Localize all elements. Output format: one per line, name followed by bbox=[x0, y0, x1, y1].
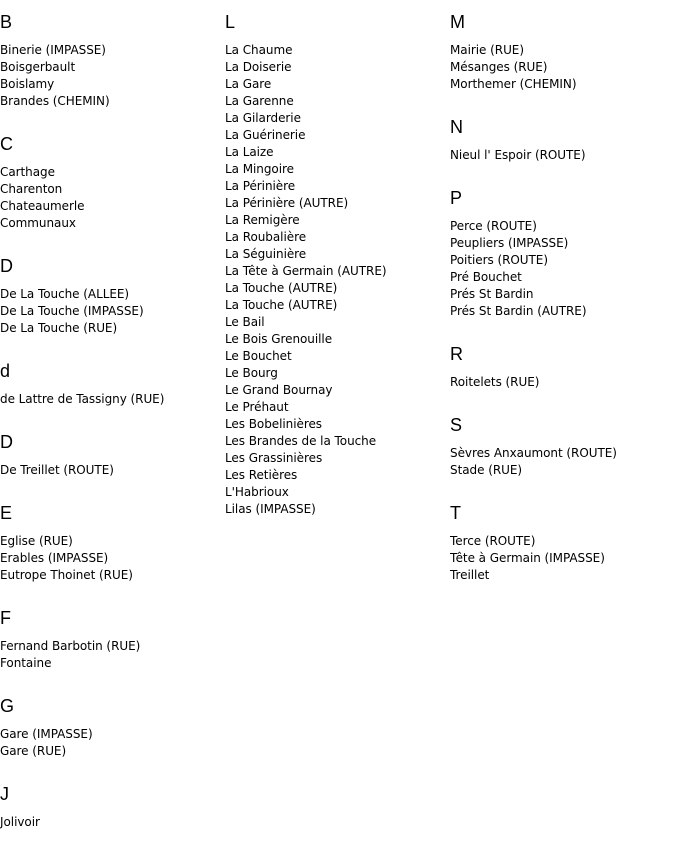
street-list bbox=[0, 286, 220, 337]
letter-group bbox=[225, 12, 445, 518]
street-list bbox=[0, 462, 220, 479]
street-link[interactable]: Le Bourg bbox=[225, 366, 278, 380]
street-link[interactable]: Carthage bbox=[0, 165, 55, 179]
street-list bbox=[450, 42, 670, 93]
street-link[interactable]: Poitiers (ROUTE) bbox=[450, 253, 548, 267]
street-link[interactable]: Prés St Bardin bbox=[450, 287, 534, 301]
letter-group bbox=[450, 117, 670, 164]
street-link[interactable]: Treillet bbox=[450, 568, 490, 582]
street-link[interactable]: Les Grassinières bbox=[225, 451, 323, 465]
street-link[interactable]: La Guérinerie bbox=[225, 128, 306, 142]
street-list bbox=[0, 726, 220, 760]
street-link[interactable]: Le Préhaut bbox=[225, 400, 289, 414]
street-link[interactable]: La Mingoire bbox=[225, 162, 294, 176]
street-link[interactable]: Morthemer (CHEMIN) bbox=[450, 77, 577, 91]
street-link[interactable]: Boisgerbault bbox=[0, 60, 76, 74]
street-link[interactable]: La Laize bbox=[225, 145, 274, 159]
street-link[interactable]: Le Grand Bournay bbox=[225, 383, 333, 397]
street-link[interactable]: Terce (ROUTE) bbox=[450, 534, 536, 548]
street-list bbox=[225, 42, 445, 518]
street-link[interactable]: Eutrope Thoinet (RUE) bbox=[0, 568, 133, 582]
letter-group bbox=[450, 188, 670, 320]
street-link[interactable]: La Séguinière bbox=[225, 247, 307, 261]
street-link[interactable]: Prés St Bardin (AUTRE) bbox=[450, 304, 587, 318]
letter-heading: N bbox=[450, 117, 463, 137]
letter-group bbox=[0, 608, 220, 672]
letter-heading: R bbox=[450, 344, 463, 364]
letter-group bbox=[450, 344, 670, 391]
street-link[interactable]: La Garenne bbox=[225, 94, 294, 108]
street-link[interactable]: Le Bouchet bbox=[225, 349, 292, 363]
street-link[interactable]: Nieul l' Espoir (ROUTE) bbox=[450, 148, 586, 162]
street-link[interactable]: Eglise (RUE) bbox=[0, 534, 73, 548]
street-link[interactable]: Le Bail bbox=[225, 315, 265, 329]
letter-heading: S bbox=[450, 415, 463, 435]
street-link[interactable]: Communaux bbox=[0, 216, 76, 230]
letter-group bbox=[0, 361, 220, 408]
street-list bbox=[0, 638, 220, 672]
street-link[interactable]: Boislamy bbox=[0, 77, 55, 91]
street-link[interactable]: Charenton bbox=[0, 182, 63, 196]
street-link[interactable]: Binerie (IMPASSE) bbox=[0, 43, 106, 57]
letter-heading: C bbox=[0, 134, 13, 154]
letter-group bbox=[0, 503, 220, 584]
street-link[interactable]: Jolivoir bbox=[0, 815, 40, 829]
letter-heading: M bbox=[450, 12, 465, 32]
street-link[interactable]: Sèvres Anxaumont (ROUTE) bbox=[450, 446, 617, 460]
street-index-column-2 bbox=[225, 0, 445, 518]
street-link[interactable]: Gare (IMPASSE) bbox=[0, 727, 93, 741]
letter-heading: G bbox=[0, 696, 15, 716]
street-link[interactable]: Perce (ROUTE) bbox=[450, 219, 537, 233]
street-link[interactable]: Chateaumerle bbox=[0, 199, 85, 213]
street-list bbox=[450, 147, 670, 164]
letter-group bbox=[0, 784, 220, 831]
street-link[interactable]: Tête à Germain (IMPASSE) bbox=[450, 551, 605, 565]
street-link[interactable]: La Gilarderie bbox=[225, 111, 301, 125]
street-link[interactable]: De Treillet (ROUTE) bbox=[0, 463, 114, 477]
street-list bbox=[450, 533, 670, 584]
street-link[interactable]: Fernand Barbotin (RUE) bbox=[0, 639, 141, 653]
street-link[interactable]: L'Habrioux bbox=[225, 485, 289, 499]
letter-heading: d bbox=[0, 361, 11, 381]
street-link[interactable]: Erables (IMPASSE) bbox=[0, 551, 109, 565]
street-list bbox=[450, 218, 670, 320]
letter-group bbox=[0, 696, 220, 760]
letter-heading: T bbox=[450, 503, 461, 523]
street-index-column-1 bbox=[0, 0, 220, 831]
letter-heading: J bbox=[0, 784, 9, 804]
street-link[interactable]: La Doiserie bbox=[225, 60, 292, 74]
street-link[interactable]: Gare (RUE) bbox=[0, 744, 67, 758]
letter-heading: E bbox=[0, 503, 13, 523]
street-link[interactable]: Brandes (CHEMIN) bbox=[0, 94, 110, 108]
street-list bbox=[450, 445, 670, 479]
street-list bbox=[450, 374, 670, 391]
street-link[interactable]: La Chaume bbox=[225, 43, 293, 57]
street-index-column-3 bbox=[450, 0, 670, 584]
street-link[interactable]: Peupliers (IMPASSE) bbox=[450, 236, 569, 250]
street-link[interactable]: Les Bobelinières bbox=[225, 417, 322, 431]
letter-group bbox=[450, 12, 670, 93]
street-link[interactable]: Les Brandes de la Touche bbox=[225, 434, 377, 448]
street-list bbox=[0, 164, 220, 232]
street-link[interactable]: Lilas (IMPASSE) bbox=[225, 502, 316, 516]
letter-group bbox=[0, 12, 220, 110]
letter-heading: B bbox=[0, 12, 13, 32]
street-link[interactable]: Stade (RUE) bbox=[450, 463, 523, 477]
letter-heading: D bbox=[0, 256, 13, 276]
street-link[interactable]: Fontaine bbox=[0, 656, 52, 670]
street-link[interactable]: La Périnière bbox=[225, 179, 296, 193]
letter-group bbox=[450, 415, 670, 479]
street-link[interactable]: De La Touche (ALLEE) bbox=[0, 287, 130, 301]
street-link[interactable]: De La Touche (RUE) bbox=[0, 321, 118, 335]
letter-group bbox=[0, 256, 220, 337]
street-link[interactable]: Mairie (RUE) bbox=[450, 43, 524, 57]
letter-group bbox=[0, 134, 220, 232]
street-link[interactable]: La Gare bbox=[225, 77, 272, 91]
street-link[interactable]: Les Retières bbox=[225, 468, 298, 482]
street-list bbox=[0, 814, 220, 831]
letter-heading: F bbox=[0, 608, 11, 628]
street-link[interactable]: La Périnière (AUTRE) bbox=[225, 196, 349, 210]
street-link[interactable]: Pré Bouchet bbox=[450, 270, 522, 284]
letter-heading: D bbox=[0, 432, 13, 452]
street-link[interactable]: La Touche (AUTRE) bbox=[225, 281, 338, 295]
street-link[interactable]: La Remigère bbox=[225, 213, 300, 227]
street-link[interactable]: De La Touche (IMPASSE) bbox=[0, 304, 144, 318]
street-link[interactable]: Mésanges (RUE) bbox=[450, 60, 548, 74]
street-link[interactable]: de Lattre de Tassigny (RUE) bbox=[0, 392, 165, 406]
street-link[interactable]: Le Bois Grenouille bbox=[225, 332, 333, 346]
letter-group bbox=[0, 432, 220, 479]
street-list bbox=[0, 533, 220, 584]
letter-heading: L bbox=[225, 12, 236, 32]
street-link[interactable]: La Touche (AUTRE) bbox=[225, 298, 338, 312]
letter-group bbox=[450, 503, 670, 584]
street-list bbox=[0, 42, 220, 110]
street-link[interactable]: La Roubalière bbox=[225, 230, 307, 244]
street-link[interactable]: Roitelets (RUE) bbox=[450, 375, 540, 389]
street-link[interactable]: La Tête à Germain (AUTRE) bbox=[225, 264, 387, 278]
letter-heading: P bbox=[450, 188, 463, 208]
street-list bbox=[0, 391, 220, 408]
